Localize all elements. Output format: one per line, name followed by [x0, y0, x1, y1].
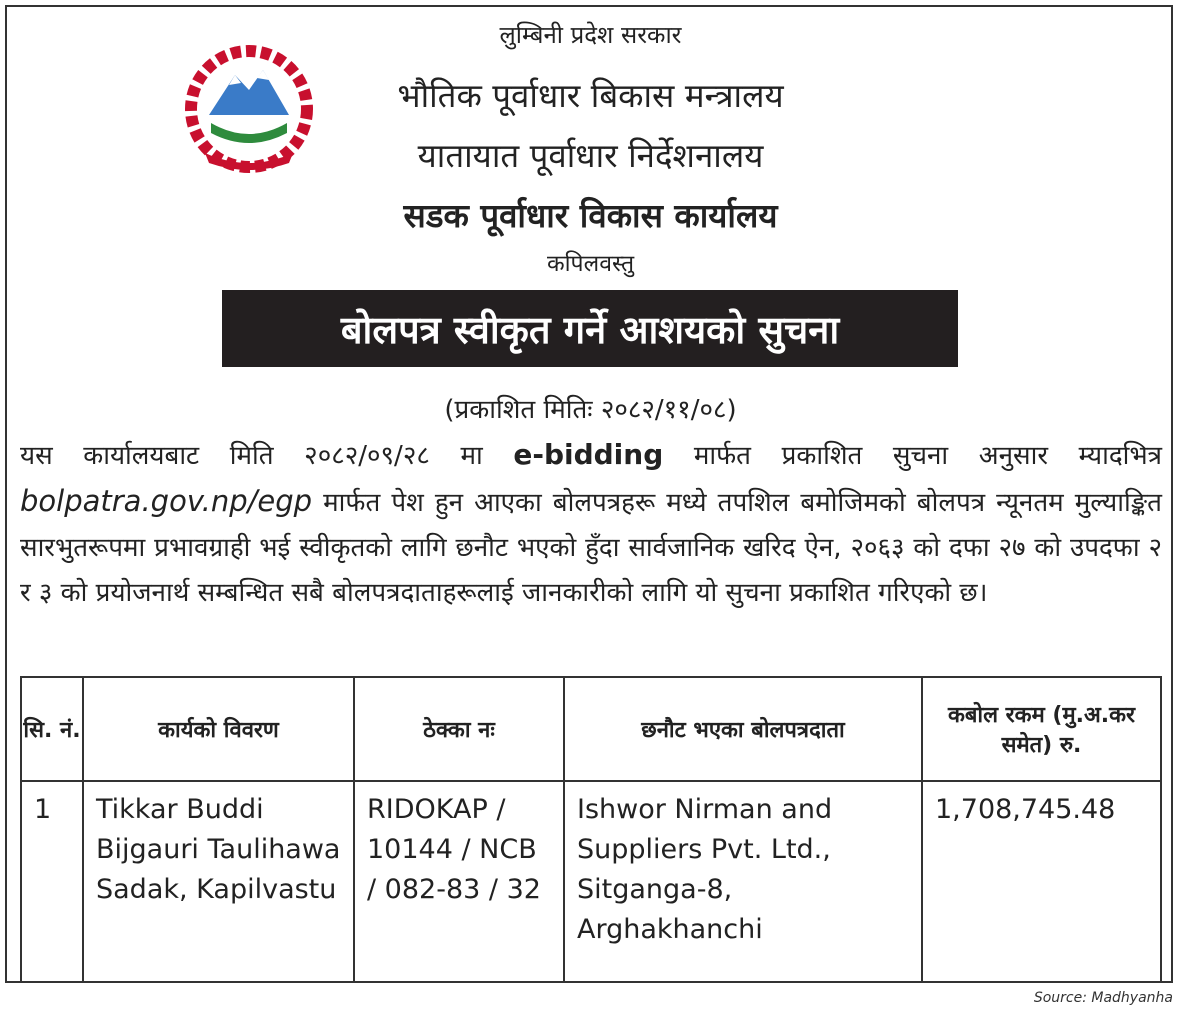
cell-work: Tikkar Buddi Bijgauri Taulihawa Sadak, Kapilvastu: [83, 781, 354, 982]
bolpatra-link[interactable]: bolpatra.gov.np/egp: [20, 484, 313, 518]
cell-contract: RIDOKAP / 10144 / NCB / 082-83 / 32: [354, 781, 564, 982]
header-amount: कबोल रकम (मु.अ.कर समेत) रु.: [922, 677, 1161, 781]
body-text: मार्फत प्रकाशित सुचना अनुसार म्यादभित्र: [693, 441, 1163, 471]
directorate-name: यातायात पूर्वाधार निर्देशनालय: [417, 136, 764, 175]
header-contract: ठेक्का नः: [354, 677, 564, 781]
cell-bidder: Ishwor Nirman and Suppliers Pvt. Ltd., Sitganga-8, Arghakhanchi: [564, 781, 922, 982]
office-location: कपिलवस्तु: [546, 251, 635, 277]
header-sn: सि. नं.: [21, 677, 83, 781]
cell-amount: 1,708,745.48: [922, 781, 1161, 982]
table-row: [21, 781, 1161, 982]
header-work: कार्यको विवरण: [83, 677, 354, 781]
ebidding-text: e-bidding: [513, 438, 664, 471]
ministry-name: भौतिक पूर्वाधार बिकास मन्त्रालय: [397, 76, 784, 115]
body-text: यस कार्यालयबाट मिति २०८२/०९/२८ मा: [20, 441, 483, 471]
bid-table: [20, 676, 1162, 983]
cell-sn: 1: [21, 781, 83, 982]
header-bidder: छनौट भएका बोलपत्रदाता: [564, 677, 922, 781]
body-text: मार्फत पेश हुन आएका बोलपत्रहरू मध्ये तपशिल बमोजिमको बोलपत्र न्यूनतम मुल्याङ्कित सारभुतरूपमा प्रभावग्राही भई स्वीकृतको लागि छनौट भएको हुँदा सार्वजानिक खरिद ऐन, २०६३ को दफा २७ को उपदफा २ र ३ को प्रयोजनार्थ सम्बन्धित सबै बोलपत्रदाताहरूलाई जानकारीको लागि यो सुचना प्रकाशित गरिएको छ।: [20, 488, 1163, 608]
table-header-row: [21, 677, 1161, 781]
published-date: (प्रकाशित मितिः २०८२/११/०८): [444, 395, 737, 425]
notice-title: बोलपत्र स्वीकृत गर्ने आशयको सुचना: [222, 290, 958, 367]
source-credit: Source: Madhyanha: [1033, 990, 1173, 1006]
government-name: लुम्बिनी प्रदेश सरकार: [499, 21, 682, 49]
office-name: सडक पूर्वाधार विकास कार्यालय: [403, 196, 778, 235]
notice-body: [20, 432, 1162, 616]
